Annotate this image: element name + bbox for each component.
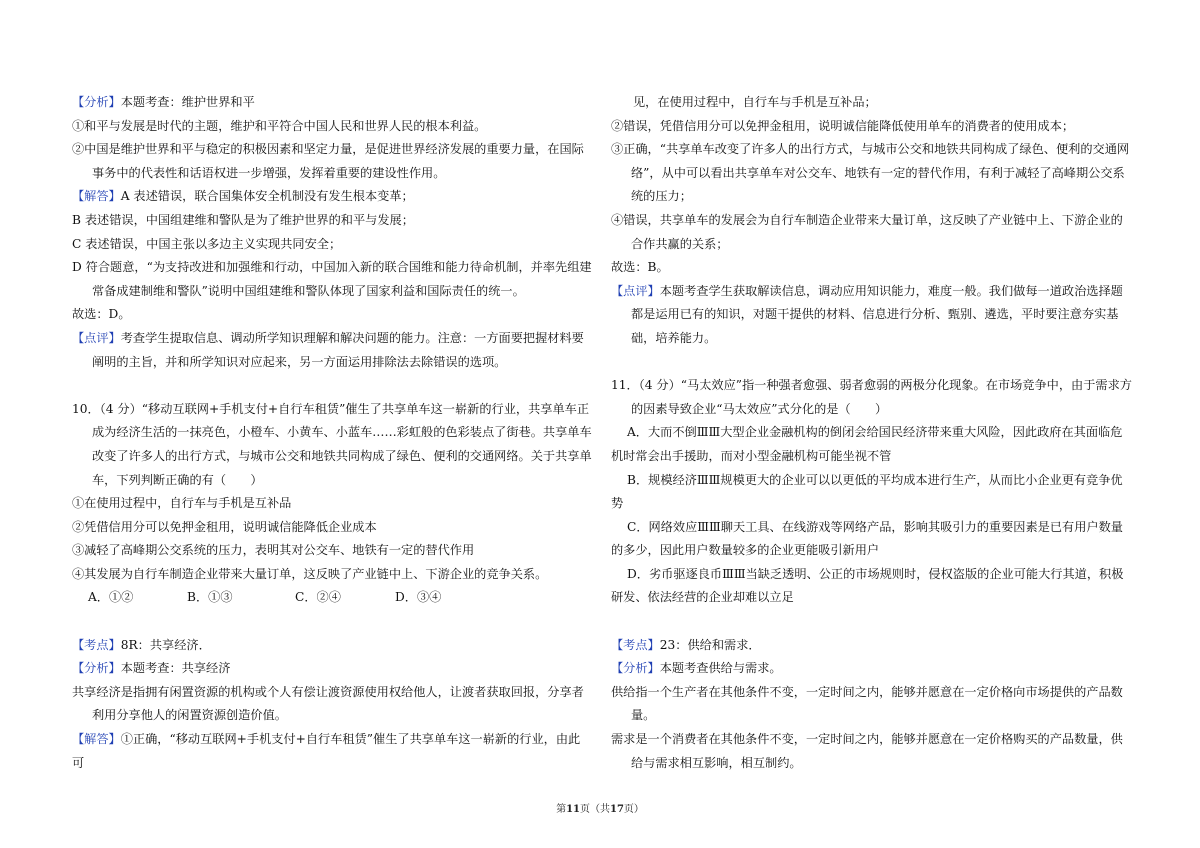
analysis-11-demand: 需求是一个消费者在其他条件不变，一定时间之内，能够并愿意在一定价格购买的产品数量，供给与需求相互影响，相互制约。 [611, 732, 1123, 770]
page-footer: 第11页（共17页） [556, 804, 644, 815]
question-11: 11．（4 分）“马太效应”指一种强者愈强、弱者愈弱的两极分化现象。在市场竞争中，由于需求方的因素导致企业“马太效应”式分化的是（ ） [611, 378, 1132, 416]
spacer [72, 610, 592, 634]
choice-d: D．③④ [395, 590, 442, 605]
point-tag: 【考点】 [72, 637, 121, 652]
solution-tag: 【解答】 [72, 732, 121, 747]
question-10-choices [72, 586, 592, 610]
choice-c: C．②④ [295, 590, 341, 605]
spacer [72, 374, 592, 398]
question-10: 10．（4 分）“移动互联网+手机支付+自行车租赁”催生了共享单车这一崭新的行业，共享单车正成为经济生活的一抹亮色，小橙车、小黄车、小蓝车……彩虹般的色彩装点了街巷。共享单车改变了许多人的出行方式，与城市公交和地铁共同构成了绿色、便利的交通网络。关于共享单车，下列判断正确的有（ ） [72, 401, 592, 487]
analysis-9-point-1: ①和平与发展是时代的主题，维护和平符合中国人民和世界人民的根本利益。 [72, 118, 487, 133]
question-10-option-2: ②凭借信用分可以免押金租用，说明诚信能降低企业成本 [72, 519, 377, 534]
solution-10-point-2: ②错误，凭借信用分可以免押金租用，说明诚信能降低使用单车的消费者的使用成本； [611, 118, 1075, 133]
solution-10-point-3: ③正确，“共享单车改变了许多人的出行方式，与城市公交和地铁共同构成了绿色、便利的交通网络”，从中可以看出共享单车对公交车、地铁有一定的替代作用，有利于减轻了高峰期公交系统的压力； [611, 142, 1130, 204]
analysis-9: 【分析】本题考查：维护世界和平 [72, 95, 255, 109]
right-column [611, 91, 1133, 775]
analysis-10-text: 共享经济是指拥有闲置资源的机构或个人有偿让渡资源使用权给他人，让渡者获取回报，分享者利用分享他人的闲置资源创造价值。 [72, 684, 584, 723]
question-11-option-a: A．大而不倒ⅢⅢ大型企业金融机构的倒闭会给国民经济带来重大风险，因此政府在其面临危机时常会出手援助，而对小型金融机构可能坐视不管 [611, 425, 1123, 463]
choice-b: B．①③ [187, 590, 233, 605]
analysis-11: 【分析】本题考查供给与需求。 [611, 661, 782, 676]
choice-a: A．①② [88, 590, 134, 605]
point-10: 【考点】8R：共享经济． [72, 637, 211, 652]
analysis-tag: 【分析】 [72, 661, 121, 676]
analysis-tag: 【分析】 [611, 661, 660, 676]
question-10-option-4: ④其发展为自行车制造企业带来大量订单，这反映了产业链中上、下游企业的竞争关系。 [72, 566, 548, 581]
solution-9-c: C 表述错误，中国主张以多边主义实现共同安全； [72, 236, 342, 251]
point-11: 【考点】23：供给和需求． [611, 637, 761, 652]
solution-10-point-4: ④错误，共享单车的发展会为自行车制造企业带来大量订单，这反映了产业链中上、下游企业的合作共赢的关系； [611, 212, 1123, 251]
page-total: 17 [610, 804, 624, 815]
question-11-option-d: D．劣币驱逐良币ⅢⅢ当缺乏透明、公正的市场规则时，侵权盗版的企业可能大行其道，积极研发、依法经营的企业却难以立足 [611, 566, 1124, 605]
page-number: 11 [566, 804, 580, 815]
comment-tag: 【点评】 [72, 330, 121, 345]
solution-9: 【解答】A 表述错误，联合国集体安全机制没有发生根本变革； [72, 189, 414, 204]
analysis-tag: 【分析】 [72, 95, 121, 109]
question-11-option-c: C．网络效应ⅢⅢ聊天工具、在线游戏等网络产品，影响其吸引力的重要因素是已有用户数量的多少，因此用户数量较多的企业更能吸引新用户 [611, 519, 1123, 558]
analysis-11-supply: 供给指一个生产者在其他条件不变，一定时间之内，能够并愿意在一定价格向市场提供的产品数量。 [611, 684, 1123, 723]
solution-9-b: B 表述错误，中国组建维和警队是为了维护世界的和平与发展； [72, 212, 414, 227]
solution-9-answer: 故选：D。 [72, 307, 131, 322]
analysis-9-point-2: ②中国是维护世界和平与稳定的积极因素和坚定力量，是促进世界经济发展的重要力量，在国际事务中的代表性和话语权进一步增强，发挥着重要的建设性作用。 [72, 142, 584, 180]
question-11-option-b: B．规模经济ⅢⅢ规模更大的企业可以以更低的平均成本进行生产，从而比小企业更有竞争优势 [611, 472, 1123, 511]
solution-10-answer: 故选：B。 [611, 260, 669, 275]
solution-10-continued: 见，在使用过程中，自行车与手机是互补品； [633, 95, 877, 109]
solution-9-d: D 符合题意，“为支持改进和加强维和行动，中国加入新的联合国维和能力待命机制，并率先组建常备成建制维和警队”说明中国组建维和警队体现了国家利益和国际责任的统一。 [72, 260, 592, 298]
question-10-option-3: ③减轻了高峰期公交系统的压力，表明其对公交车、地铁有一定的替代作用 [72, 543, 475, 558]
left-column [72, 91, 592, 775]
spacer [611, 610, 1133, 634]
solution-10: 【解答】①正确，“移动互联网+手机支付+自行车租赁”催生了共享单车这一崭新的行业，由此可 [72, 732, 581, 770]
question-10-option-1: ①在使用过程中，自行车与手机是互补品 [72, 496, 292, 511]
comment-9: 【点评】考查学生提取信息、调动所学知识理解和解决问题的能力。注意：一方面要把握材料要阐明的主旨，并和所学知识对应起来，另一方面运用排除法去除错误的选项。 [72, 330, 584, 369]
comment-10: 【点评】本题考查学生获取解读信息，调动应用知识能力，难度一般。我们做每一道政治选择题都是运用已有的知识，对题干提供的材料、信息进行分析、甄别、遴选，平时要注意夯实基础，培养能力。 [611, 283, 1123, 345]
comment-tag: 【点评】 [611, 283, 660, 298]
solution-tag: 【解答】 [72, 189, 121, 204]
analysis-10: 【分析】本题考查：共享经济 [72, 661, 231, 676]
point-tag: 【考点】 [611, 637, 660, 652]
spacer [611, 351, 1133, 375]
